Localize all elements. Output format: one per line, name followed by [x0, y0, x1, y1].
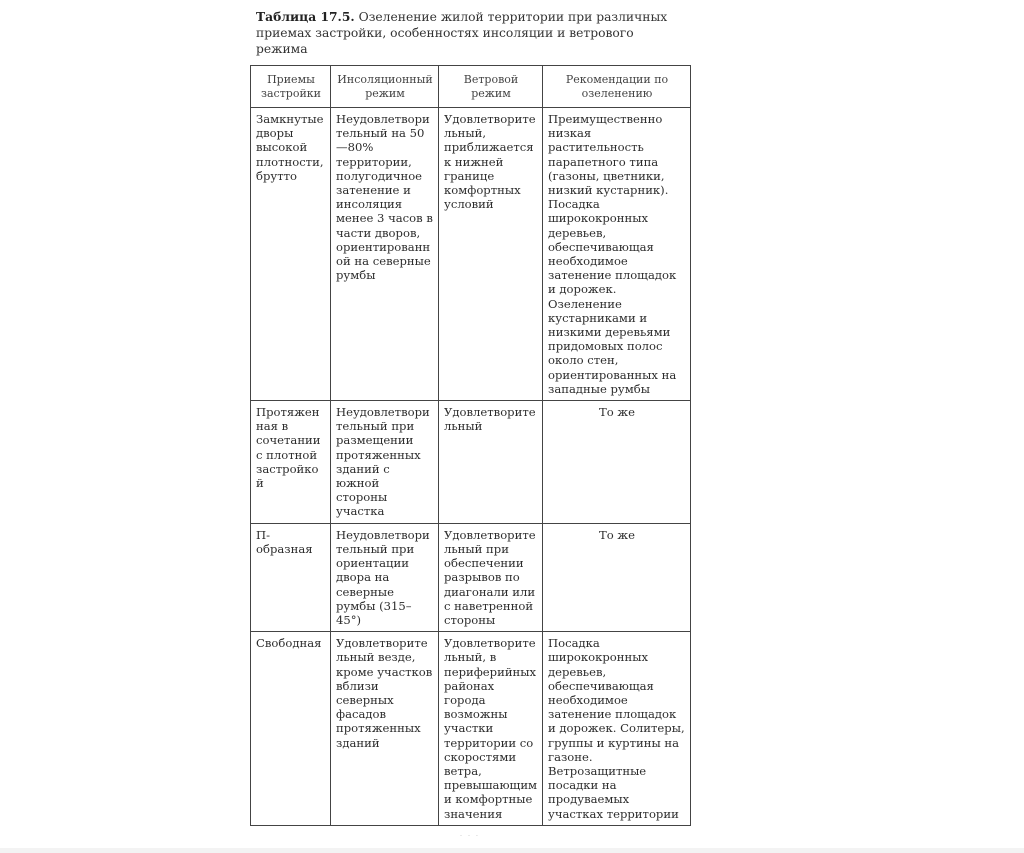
cell-greening-recommendations: То же [543, 523, 691, 631]
cell-wind-mode: Удовлетворительный [439, 401, 543, 524]
header-insolation-mode: Инсоляционный режим [331, 66, 439, 108]
header-greening-recommendations: Рекомендации по озеленению [543, 66, 691, 108]
cell-building-method: Свободная [251, 632, 331, 826]
cell-building-method: Замкнутые дворы высокой плотности, брутто [251, 108, 331, 401]
page-number: - - - [460, 831, 480, 839]
cell-wind-mode: Удовлетворительный, приближается к нижней границе комфортных условий [439, 108, 543, 401]
page-bottom-edge [0, 848, 1024, 853]
cell-greening-recommendations: То же [543, 401, 691, 524]
table-row [251, 401, 691, 524]
cell-greening-recommendations: Преимущественно низкая растительность парапетного типа (газоны, цветники, низкий кустарник). Посадка ширококронных деревьев, обеспечивающая необходимое затенение площадок и дорожек. Озеленение кустарниками и низкими деревьями придомовых полос около стен, ориентированных на западные румбы [543, 108, 691, 401]
cell-building-method: Протяженная в сочетании с плотной застройкой [251, 401, 331, 524]
cell-building-method: П-образная [251, 523, 331, 631]
greening-table [250, 65, 691, 826]
document-page [250, 0, 690, 848]
cell-wind-mode: Удовлетворительный, в периферийных районах города возможны участки территории со скоростями ветра, превышающими комфортные значения [439, 632, 543, 826]
cell-greening-recommendations: Посадка ширококронных деревьев, обеспечивающая необходимое затенение площадок и дорожек. Солитеры, группы и куртины на газоне. Ветрозащитные посадки на продуваемых участках территории [543, 632, 691, 826]
table-row [251, 523, 691, 631]
table-caption [256, 9, 686, 57]
table-header-row [251, 66, 691, 108]
table-row [251, 632, 691, 826]
cell-insolation-mode: Неудовлетворительный при ориентации двора на северные румбы (315–45°) [331, 523, 439, 631]
cell-wind-mode: Удовлетворительный при обеспечении разрывов по диагонали или с наветренной стороны [439, 523, 543, 631]
table-caption-text: Озеленение жилой территории при различных приемах застройки, особенностях инсоляции и ветрового режима [256, 10, 668, 56]
table-row [251, 108, 691, 401]
table-caption-label: Таблица 17.5. [256, 9, 355, 24]
header-wind-mode: Ветровой режим [439, 66, 543, 108]
header-building-method: Приемы застройки [251, 66, 331, 108]
cell-insolation-mode: Неудовлетворительный при размещении протяженных зданий с южной стороны участка [331, 401, 439, 524]
cell-insolation-mode: Неудовлетворительный на 50—80% территории, полугодичное затенение и инсоляция менее 3 часов в части дворов, ориентированной на северные румбы [331, 108, 439, 401]
cell-insolation-mode: Удовлетворительный везде, кроме участков вблизи северных фасадов протяженных зданий [331, 632, 439, 826]
